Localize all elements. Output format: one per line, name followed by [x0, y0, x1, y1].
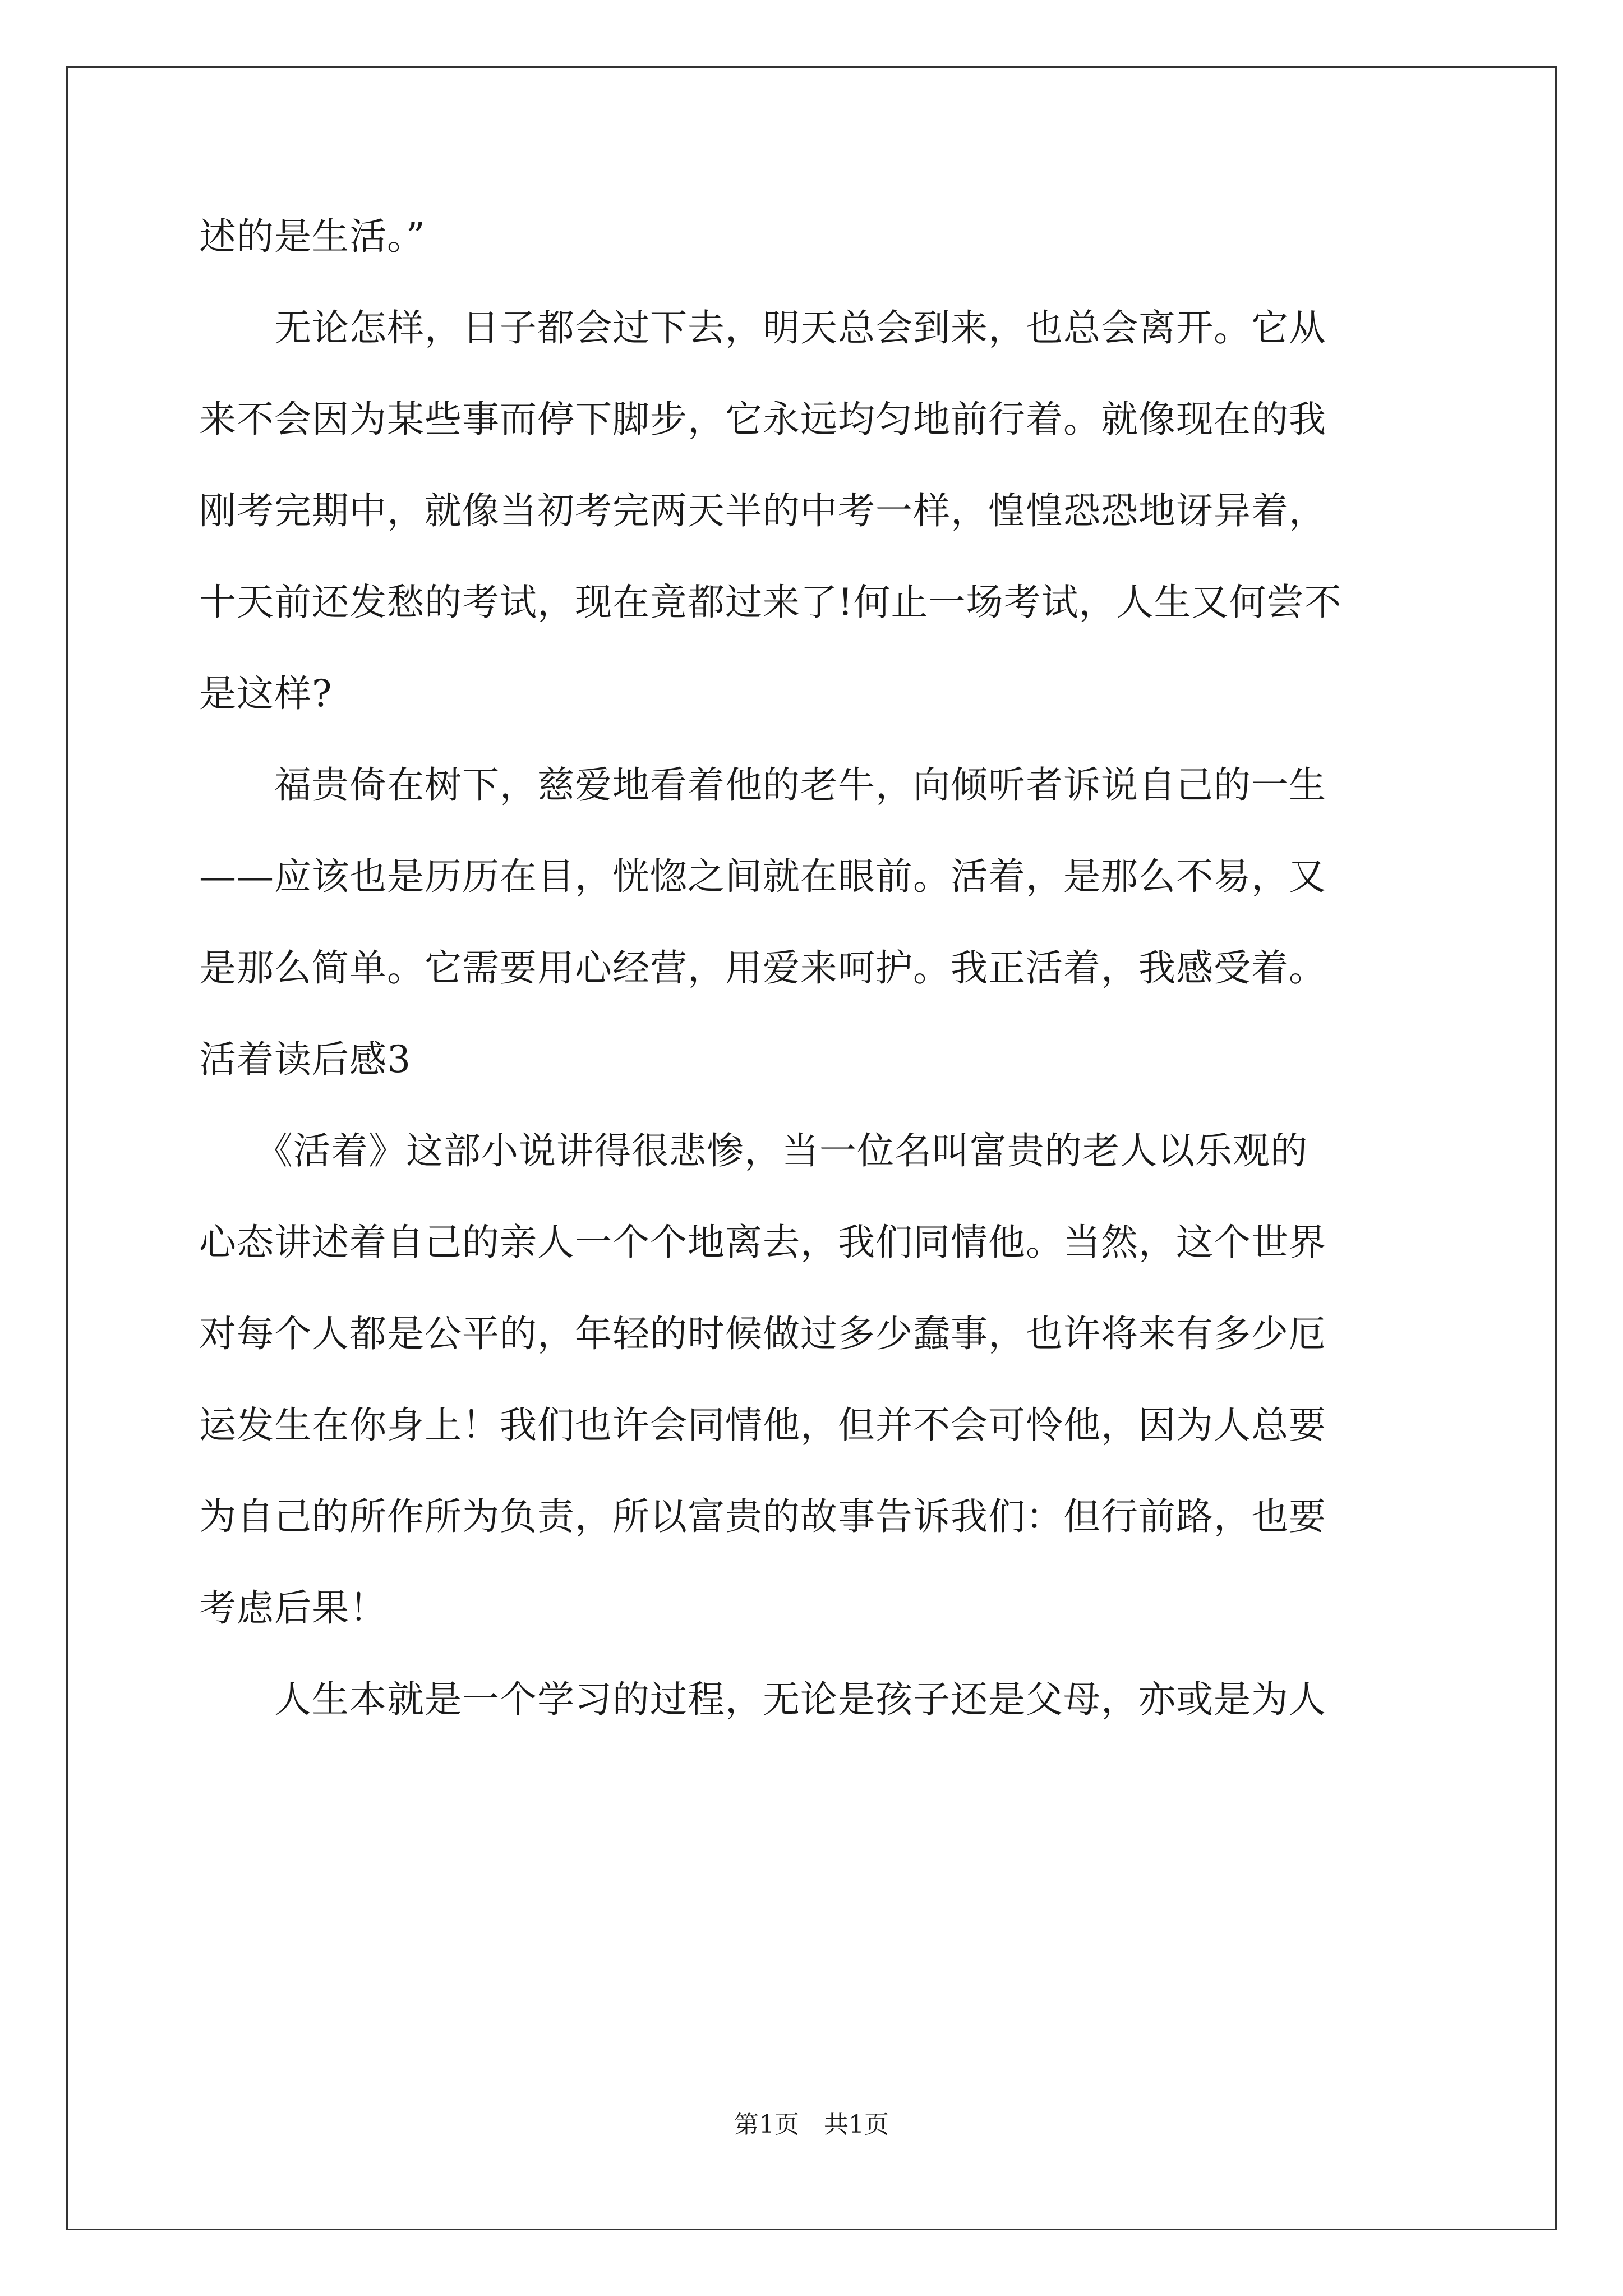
text-line: 福贵倚在树下，慈爱地看着他的老牛，向倾听者诉说自己的一生: [199, 763, 1326, 807]
page-number: 第1页 共1页: [734, 2110, 889, 2139]
text-line: 为自己的所作所为负责，所以富贵的故事告诉我们：但行前路，也要: [199, 1495, 1326, 1538]
text-line: 运发生在你身上！我们也许会同情他，但并不会可怜他，因为人总要: [199, 1404, 1326, 1447]
text-line: 是这样?: [199, 672, 333, 715]
text-line: 人生本就是一个学习的过程，无论是孩子还是父母，亦或是为人: [199, 1678, 1326, 1721]
text-line: 刚考完期中，就像当初考完两天半的中考一样，惶惶恐恐地讶异着，: [199, 489, 1326, 532]
section-heading: 活着读后感3: [199, 1038, 411, 1081]
text-line: 心态讲述着自己的亲人一个个地离去，我们同情他。当然，这个世界: [199, 1221, 1326, 1264]
document-body: [199, 191, 1433, 1745]
text-line: 无论怎样，日子都会过下去，明天总会到来，也总会离开。它从: [199, 306, 1326, 349]
text-line: 对每个人都是公平的，年轻的时候做过多少蠢事，也许将来有多少厄: [199, 1312, 1326, 1355]
text-line: 十天前还发愁的考试，现在竟都过来了!何止一场考试，人生又何尝不: [199, 581, 1342, 624]
text-line: 《活着》这部小说讲得很悲惨，当一位名叫富贵的老人以乐观的: [199, 1129, 1308, 1172]
text-line: 考虑后果！: [199, 1586, 387, 1630]
text-line: ——应该也是历历在目，恍惚之间就在眼前。活着，是那么不易，又: [199, 855, 1326, 898]
text-line: 述的是生活。”: [199, 215, 426, 258]
text-line: 是那么简单。它需要用心经营，用爱来呵护。我正活着，我感受着。: [199, 946, 1326, 990]
text-line: 来不会因为某些事而停下脚步，它永远均匀地前行着。就像现在的我: [199, 398, 1326, 441]
